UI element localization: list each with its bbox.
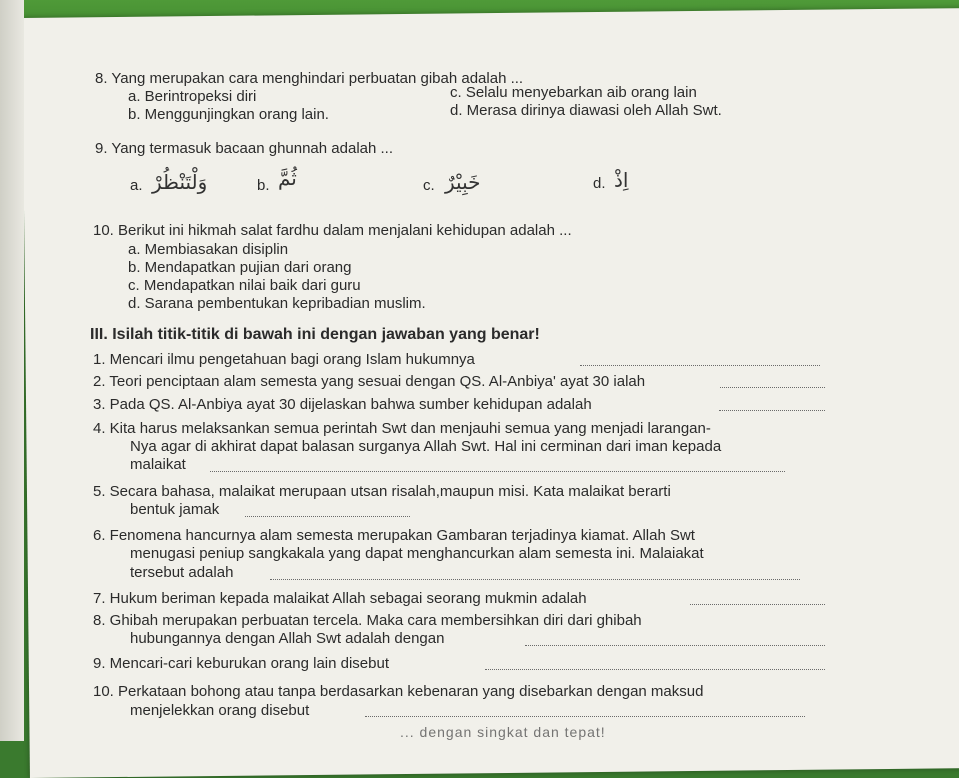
s3-item-5-line-1: 5. Secara bahasa, malaikat merupaan utsan risalah,maupun misi. Kata malaikat berarti	[93, 483, 671, 500]
s3-item-5-line-2: bentuk jamak	[130, 501, 220, 518]
page-edge-shadow	[0, 0, 24, 741]
s3-item-2-line-1: 2. Teori penciptaan alam semesta yang sesuai dengan QS. Al-Anbiya' ayat 30 ialah	[93, 373, 646, 390]
s3-item-4-line-3: malaikat	[130, 456, 186, 473]
s3-item-3-line-1: 3. Pada QS. Al-Anbiya ayat 30 dijelaskan bahwa sumber kehidupan adalah	[93, 396, 592, 413]
q9-option-a-arabic: وَلْتَنْظُرْ	[152, 170, 208, 194]
s3-item-3-answer-blank[interactable]	[719, 410, 825, 411]
q8-option-d: d. Merasa dirinya diawasi oleh Allah Swt.	[450, 102, 722, 119]
q10-option-c: c. Mendapatkan nilai baik dari guru	[128, 277, 361, 294]
s3-item-10-answer-blank[interactable]	[365, 716, 805, 717]
q9-option-d-arabic: اِذْ	[614, 168, 629, 192]
q10-option-b: b. Mendapatkan pujian dari orang	[128, 259, 352, 276]
s3-item-5-answer-blank[interactable]	[245, 516, 410, 517]
s3-item-8-line-2: hubungannya dengan Allah Swt adalah dengan	[130, 630, 445, 647]
q8-option-b: b. Menggunjingkan orang lain.	[128, 106, 329, 123]
q9-option-d-label: d.	[593, 175, 606, 192]
q10-option-a: a. Membiasakan disiplin	[128, 241, 289, 258]
q9-option-b-label: b.	[257, 177, 270, 194]
q10-option-d: d. Sarana pembentukan kepribadian muslim.	[128, 295, 426, 312]
q9-option-c-arabic: خَبِيْرٌ	[445, 170, 481, 194]
q9-option-b-arabic: ثُمَّ	[278, 166, 297, 190]
q8-option-a: a. Berintropeksi diri	[128, 88, 257, 105]
s3-item-7-answer-blank[interactable]	[690, 604, 825, 605]
q10-stem: 10. Berikut ini hikmah salat fardhu dalam menjalani kehidupan adalah ...	[93, 222, 572, 239]
s3-item-10-line-1: 10. Perkataan bohong atau tanpa berdasarkan kebenaran yang disebarkan dengan maksud	[93, 683, 704, 700]
q8-option-c: c. Selalu menyebarkan aib orang lain	[450, 84, 697, 101]
s3-item-10-line-2: menjelekkan orang disebut	[130, 702, 310, 719]
s3-item-2-answer-blank[interactable]	[720, 387, 825, 388]
s3-item-7-line-1: 7. Hukum beriman kepada malaikat Allah sebagai seorang mukmin adalah	[93, 590, 587, 607]
s3-item-8-line-1: 8. Ghibah merupakan perbuatan tercela. Maka cara membersihkan diri dari ghibah	[93, 612, 642, 629]
s3-item-1-answer-blank[interactable]	[580, 365, 820, 366]
q9-option-c-label: c.	[423, 177, 435, 194]
s3-item-9-answer-blank[interactable]	[485, 669, 825, 670]
s3-item-4-line-1: 4. Kita harus melaksankan semua perintah Swt dan menjauhi semua yang menjadi larangan-	[93, 420, 711, 437]
s3-item-4-line-2: Nya agar di akhirat dapat balasan surganya Allah Swt. Hal ini cerminan dari iman kepada	[130, 438, 722, 455]
q9-option-a-label: a.	[130, 177, 143, 194]
q8-stem: 8. Yang merupakan cara menghindari perbuatan gibah adalah ...	[95, 70, 524, 87]
s3-item-4-answer-blank[interactable]	[210, 471, 785, 472]
s3-item-1-line-1: 1. Mencari ilmu pengetahuan bagi orang Islam hukumnya	[93, 351, 475, 368]
cutoff-footer-instruction: ... dengan singkat dan tepat!	[400, 724, 606, 740]
s3-item-9-line-1: 9. Mencari-cari keburukan orang lain disebut	[93, 655, 389, 672]
s3-item-8-answer-blank[interactable]	[525, 645, 825, 646]
s3-item-6-answer-blank[interactable]	[270, 579, 800, 580]
s3-item-6-line-1: 6. Fenomena hancurnya alam semesta merupakan Gambaran terjadinya kiamat. Allah Swt	[93, 527, 695, 544]
s3-item-6-line-2: menugasi peniup sangkakala yang dapat menghancurkan alam semesta ini. Malaiakat	[130, 545, 704, 562]
section3-heading: III. Isilah titik-titik di bawah ini dengan jawaban yang benar!	[90, 326, 540, 343]
s3-item-6-line-3: tersebut adalah	[130, 564, 234, 581]
q9-stem: 9. Yang termasuk bacaan ghunnah adalah ...	[95, 140, 394, 157]
